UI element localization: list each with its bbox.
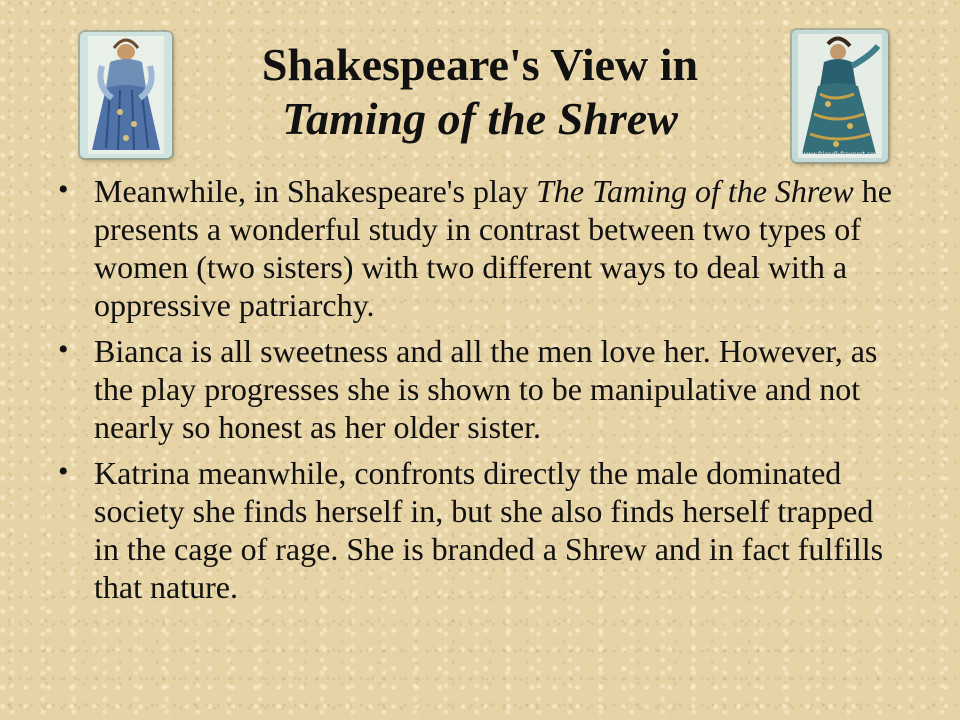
title-line-2: Taming of the Shrew <box>282 93 678 144</box>
bullet-item <box>56 172 906 324</box>
slide-title <box>180 38 780 146</box>
title-line-1: Shakespeare's View in <box>261 39 699 90</box>
right-costume-image <box>792 30 888 162</box>
bullet-item <box>56 332 906 446</box>
bullet-text-part: Meanwhile, in Shakespeare's play <box>94 173 537 209</box>
bullet-text-part: he presents a wonderful study in contrast between two types of women (two sisters) with two different ways to deal with a oppressive patriarchy. <box>94 173 892 323</box>
left-costume-image <box>80 32 172 158</box>
bullet-text: Bianca is all sweetness and all the men love her. However, as the play progresses she is shown to be manipulative and not nearly so honest as her older sister. <box>94 333 878 445</box>
bullet-text: Katrina meanwhile, confronts directly the male dominated society she finds herself in, but she also finds herself trapped in the cage of rage. She is branded a Shrew and in fact fulfills that nature. <box>94 455 884 605</box>
bullet-dot: • <box>58 455 69 488</box>
costume-woman-icon <box>80 32 172 158</box>
watermark-text: www.friendlyfreeport.com <box>802 151 880 158</box>
play-title-italic: The Taming of the Shrew <box>536 173 854 209</box>
bullet-list <box>56 172 906 614</box>
costume-woman-icon <box>792 30 888 162</box>
bullet-dot: • <box>58 333 69 366</box>
bullet-dot: • <box>58 173 69 206</box>
bullet-item <box>56 454 906 606</box>
